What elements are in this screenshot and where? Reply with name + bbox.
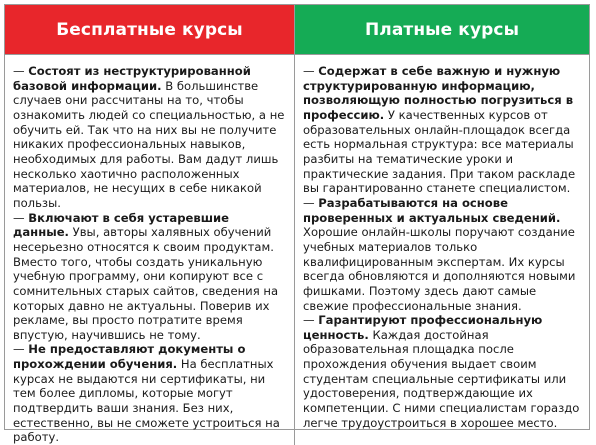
paid-item-1-heading: Содержат в себе важную и нужную структурированную информацию, позволяющую полностью погрузиться в профессию.: [303, 64, 574, 122]
free-item-1: [13, 64, 287, 211]
list-dash: —: [13, 64, 29, 78]
paid-item-3: [303, 313, 583, 430]
free-item-2: [13, 211, 287, 343]
paid-item-1-text: У качественных курсов от образовательных онлайн-площадок всегда есть нормальная структура: все материалы разбиты на тематические уроки и практические задания. При таком раскладе вы гарантированно станете специалистом.: [303, 107, 576, 196]
paid-item-3-heading: Гарантируют профессиональную ценность.: [303, 313, 543, 342]
free-courses-header: [5, 5, 295, 55]
list-dash: —: [303, 195, 319, 210]
free-item-1-heading: Состоят из неструктурированной базовой информации.: [13, 64, 251, 93]
paid-item-2-text: Хорошие онлайн-школы поручают создание учебных материалов только квалифицированным экспертам. Их курсы всегда обновляются и дополняются новыми фишками. Поэтому здесь дают самые свежие профессиональные знания.: [303, 225, 576, 313]
free-item-2-text: Увы, авторы халявных обучений несерьезно относятся к своим продуктам. Вместо того, чтобы создать уникальную учебную программу, они копируют все с сомнительных старых сайтов, сведения на которых давно не актуальны. Поверив их рекламе, вы просто потратите время впустую, научившись не тому.: [13, 225, 279, 342]
paid-item-3-text: Каждая достойная образовательная площадка после прохождения обучения выдает своим студентам специальные сертификаты или удостоверения, подтверждающие их компетенции. С ними специалистам гораздо легче трудоустроиться в хорошее место.: [303, 327, 580, 430]
paid-item-2-heading: Разрабатываются на основе проверенных и актуальных сведений.: [303, 195, 561, 225]
free-courses-column: [5, 55, 295, 445]
free-item-2-heading: Включают в себя устаревшие данные.: [13, 210, 230, 240]
paid-item-1: [303, 64, 583, 196]
free-item-1-text: В большинстве случаев они рассчитаны на то, чтобы ознакомить людей со специальностью, а не обучить ей. Так что на них вы не получите никаких профессиональных навыков, необходимых для работы. Вам дадут лишь несколько хаотично расположенных материалов, не несущих в себе никакой пользы.: [13, 78, 285, 210]
list-dash: —: [13, 342, 29, 357]
list-dash: —: [13, 210, 29, 225]
list-dash: —: [303, 64, 319, 78]
paid-item-2: [303, 196, 583, 313]
free-item-3-heading: Не предоставляют документы о прохождении обучения.: [13, 342, 246, 372]
paid-courses-header: [295, 5, 589, 55]
list-dash: —: [303, 313, 319, 328]
paid-courses-column: [295, 55, 589, 445]
free-courses-title: Бесплатные курсы: [56, 19, 243, 40]
free-item-3: [13, 342, 287, 445]
paid-courses-title: Платные курсы: [364, 19, 520, 40]
comparison-table: [4, 4, 590, 445]
free-item-3-text: На бесплатных курсах не выдаются ни сертификаты, ни тем более дипломы, которые могут подтвердить ваши знания. Без них, естественно, вы не сможете устроиться на работу.: [13, 357, 280, 445]
